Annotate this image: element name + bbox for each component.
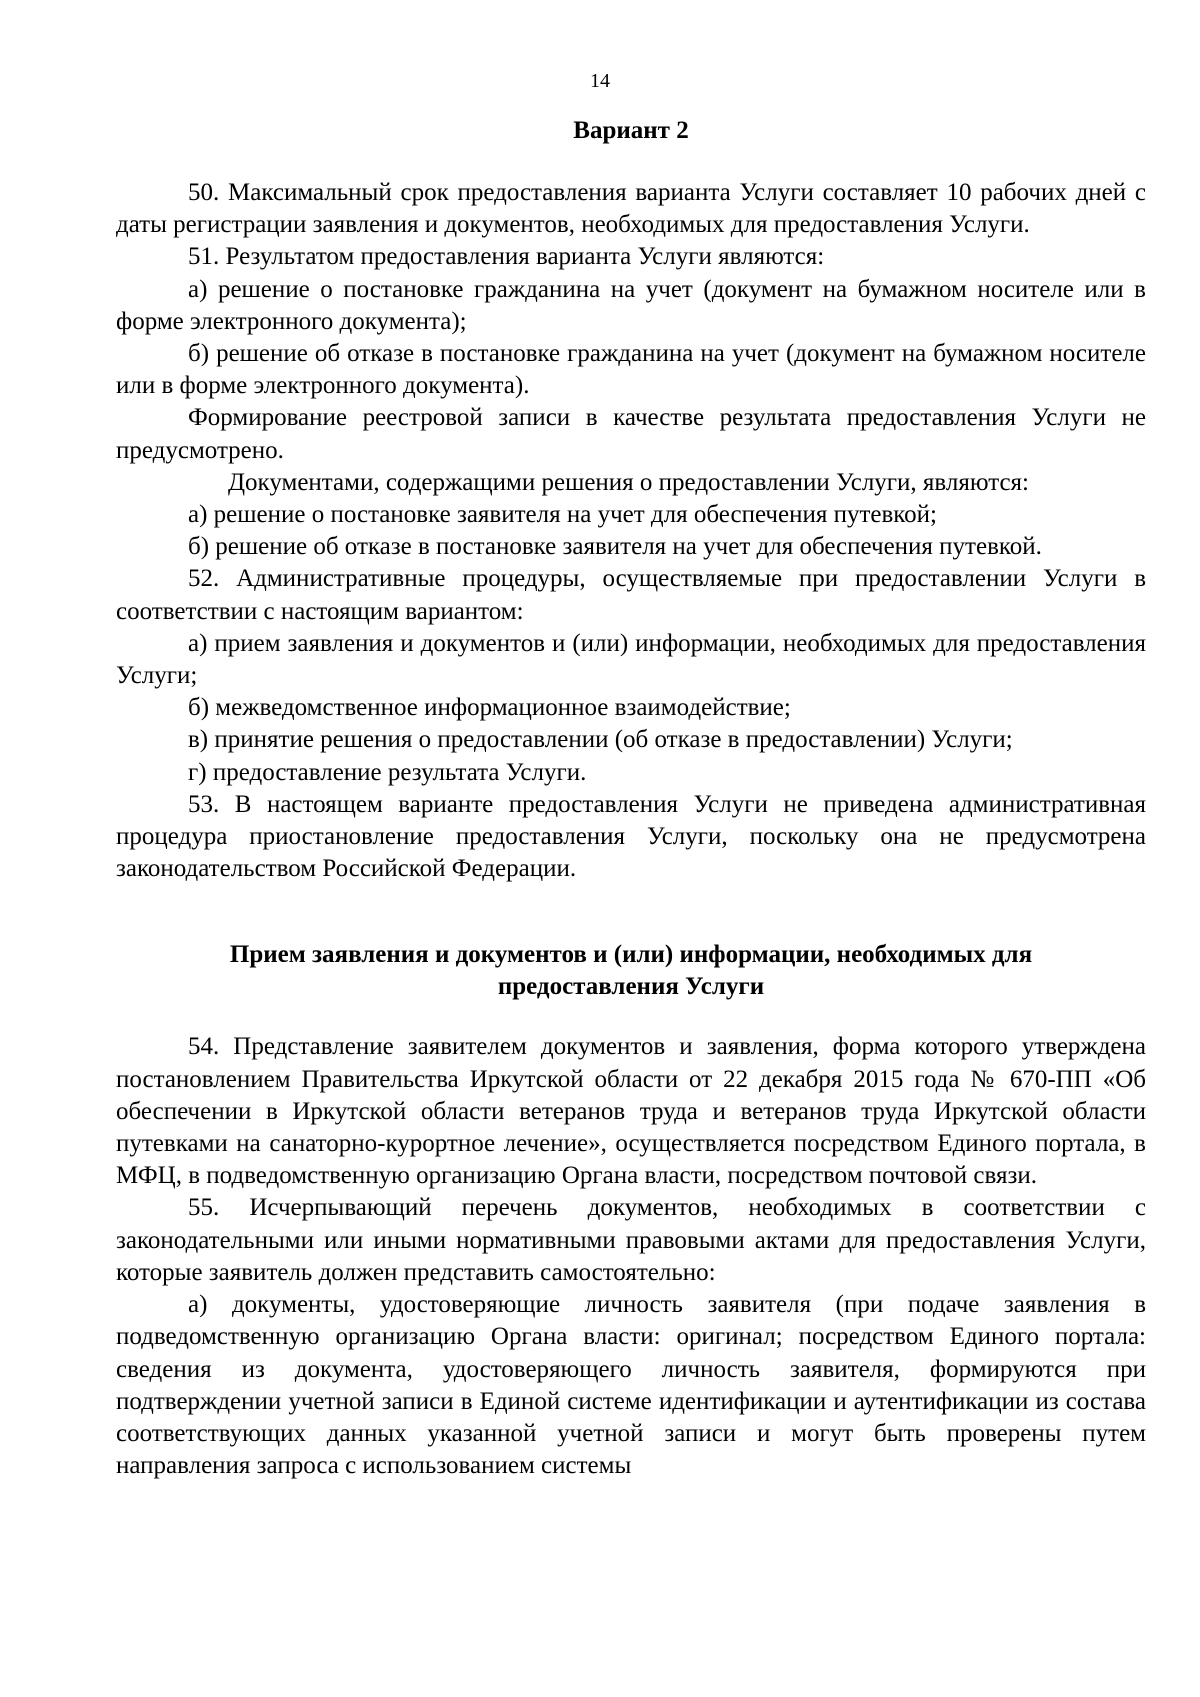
- page-content: [116, 115, 1146, 1482]
- paragraph-documents-a: а) решение о постановке заявителя на учет для обеспечения путевкой;: [188, 501, 937, 529]
- paragraph-51-b: б) решение об отказе в постановке гражданина на учет (документ на бумажном носителе или в форме электронного документа).: [116, 340, 1146, 400]
- paragraph-52-c: в) принятие решения о предоставлении (об отказе в предоставлении) Услуги;: [188, 726, 1013, 754]
- paragraph-52-b: б) межведомственное информационное взаимодействие;: [188, 694, 791, 722]
- paragraph-51: 51. Результатом предоставления варианта Услуги являются:: [188, 243, 825, 271]
- paragraph-55: 55. Исчерпывающий перечень документов, необходимых в соответствии с законодательными или иными нормативными правовыми актами для предоставления Услуги, которые заявитель должен представить самостоятельно:: [116, 1194, 1146, 1286]
- paragraph-50: 50. Максимальный срок предоставления варианта Услуги составляет 10 рабочих дней с даты регистрации заявления и документов, необходимых для предоставления Услуги.: [116, 179, 1146, 239]
- heading-variant: Вариант 2: [573, 117, 689, 144]
- paragraph-54: 54. Представление заявителем документов и заявления, форма которого утверждена постановлением Правительства Иркутской области от 22 декабря 2015 года № 670-ПП «Об обеспечении в Иркутской области ветеранов труда и ветеранов труда Иркутской области путевками на санаторно-курортное лечение», осуществляется посредством Единого портала, в МФЦ, в подведомственную организацию Органа власти, посредством почтовой связи.: [116, 1033, 1146, 1190]
- heading-section-line-1: Прием заявления и документов и (или) информации, необходимых для: [229, 941, 1033, 969]
- paragraph-52-a: а) прием заявления и документов и (или) информации, необходимых для предоставления Услуги;: [116, 629, 1146, 690]
- paragraph-53: 53. В настоящем варианте предоставления Услуги не приведена административная процедура приостановление предоставления Услуги, поскольку она не предусмотрена законодательством Российской Федерации.: [116, 790, 1146, 883]
- page-number: 14: [590, 70, 610, 92]
- paragraph-51-a: а) решение о постановке гражданина на учет (документ на бумажном носителе или в форме электронного документа);: [116, 275, 1146, 335]
- paragraph-documents-b: б) решение об отказе в постановке заявителя на учет для обеспечения путевкой.: [188, 533, 1042, 561]
- paragraph-registry-note: Формирование реестровой записи в качестве результата предоставления Услуги не предусмотрено.: [116, 404, 1146, 464]
- heading-section: [116, 939, 1146, 1003]
- paragraph-documents-intro: Документами, содержащими решения о предоставлении Услуги, являются:: [228, 468, 1029, 496]
- paragraph-52-d: г) предоставление результата Услуги.: [188, 758, 587, 786]
- paragraph-55-a: а) документы, удостоверяющие личность заявителя (при подаче заявления в подведомственную организацию Органа власти: оригинал; посредством Единого портала: сведения из документа, удостоверяющего личность заявителя, формируются при подтверждении учетной записи в Единой системе идентификации и аутентификации из состава соответствующих данных указанной учетной записи и могут быть проверены путем направления запроса с использованием системы: [116, 1291, 1146, 1480]
- paragraph-52: 52. Административные процедуры, осуществляемые при предоставлении Услуги в соответствии с настоящим вариантом:: [116, 565, 1146, 625]
- heading-section-line-2: предоставления Услуги: [497, 973, 765, 1001]
